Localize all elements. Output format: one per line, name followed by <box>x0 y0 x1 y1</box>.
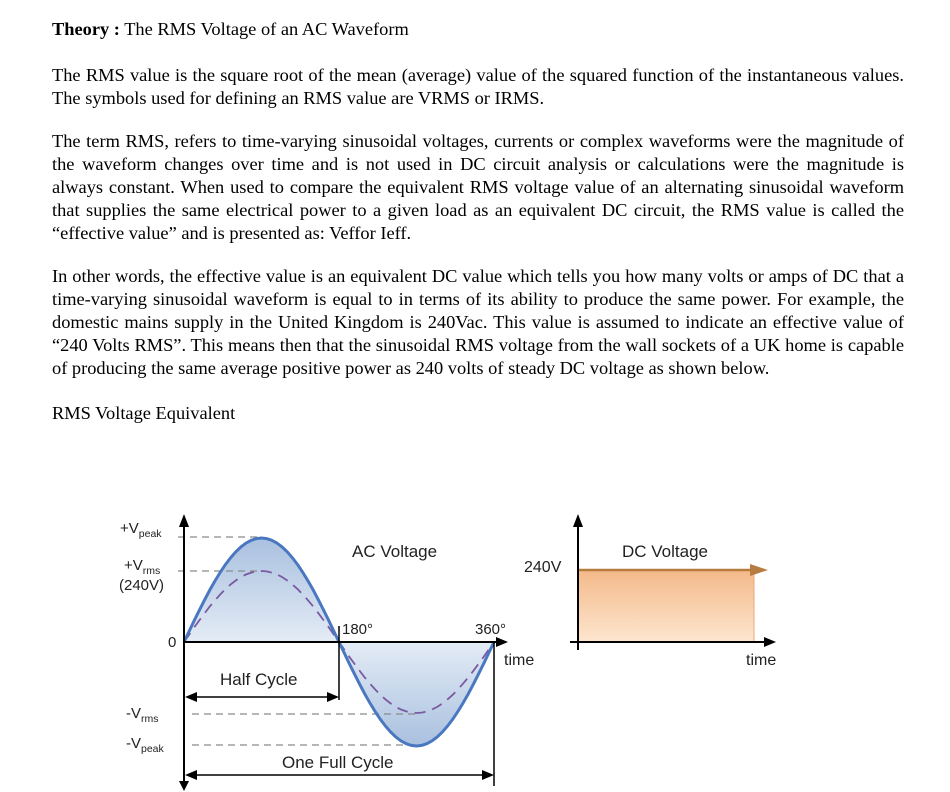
ac-negative-half-fill <box>339 642 494 746</box>
label-vrms-plus: $+V_{rms}$ <box>124 557 161 577</box>
ac-time-label: time <box>504 652 535 669</box>
rms-voltage-figure <box>0 490 950 792</box>
ac-positive-half-fill <box>184 538 339 642</box>
dc-x-axis-arrow <box>764 637 776 647</box>
ac-y-axis-arrow <box>179 514 189 527</box>
full-cycle-label: One Full Cycle <box>282 753 394 772</box>
dc-voltage-title: DC Voltage <box>622 542 708 561</box>
paragraph-rms-definition: The RMS value is the square root of the mean (average) value of the squared function of the instantaneous values. The symbols used for defining an RMS value are VRMS or IRMS. <box>52 65 904 108</box>
title-text: The RMS Voltage of an AC Waveform <box>124 19 409 39</box>
ac-y-axis-arrow-bottom <box>179 781 189 791</box>
label-zero: 0 <box>168 634 177 651</box>
ac-chart <box>119 514 534 791</box>
paragraph-rms-term: The term RMS, refers to time-varying sinusoidal voltages, currents or complex waveforms were the magnitude of the waveform changes over time and is not used in DC circuit analysis or calculations were the magnitude is always constant. When used to compare the equivalent RMS voltage value of an alternating sinusoidal waveform that supplies the same electrical power to a given load as an equivalent DC circuit, the RMS value is called the “effective value” and is presented as: Veffor Ieff. <box>52 131 904 243</box>
dc-voltage-area <box>578 570 754 642</box>
label-360: 360° <box>475 621 507 638</box>
label-180: 180° <box>342 621 374 638</box>
dc-time-label: time <box>746 652 777 669</box>
dc-value-label: 240V <box>524 559 562 576</box>
dc-y-axis-arrow <box>573 514 583 527</box>
paragraph-effective-value: In other words, the effective value is an equivalent DC value which tells you how many volts or amps of DC that a time-varying sinusoidal waveform is equal to in terms of its ability to produce the same power. For example, the domestic mains supply in the United Kingdom is 240Vac. This value is assumed to indicate an effective value of “240 Volts RMS”. This means then that the sinusoidal RMS voltage from the wall sockets of a UK home is capable of producing the same average positive power as 240 volts of steady DC voltage as shown below. <box>52 266 904 378</box>
half-cycle-arrow-right-head <box>327 692 339 702</box>
figure-caption: RMS Voltage Equivalent <box>52 403 236 423</box>
label-vpeak-plus: $+V_{peak}$ <box>120 520 162 540</box>
label-vrms-value: (240V) <box>119 577 165 594</box>
half-cycle-arrow-left-head <box>185 692 197 702</box>
ac-voltage-title: AC Voltage <box>352 542 438 561</box>
half-cycle-label: Half Cycle <box>220 670 298 689</box>
page-title <box>52 14 904 44</box>
dc-level-arrow <box>750 564 768 576</box>
full-cycle-arrow-left-head <box>185 770 197 780</box>
theory-label: Theory : <box>52 19 120 39</box>
label-vpeak-minus: $-V_{peak}$ <box>126 735 164 755</box>
dc-chart <box>524 514 776 669</box>
ac-x-axis-arrow <box>496 637 508 647</box>
full-cycle-arrow-right-head <box>482 770 494 780</box>
document <box>52 14 904 425</box>
label-vrms-minus: $-V_{rms}$ <box>126 705 159 725</box>
